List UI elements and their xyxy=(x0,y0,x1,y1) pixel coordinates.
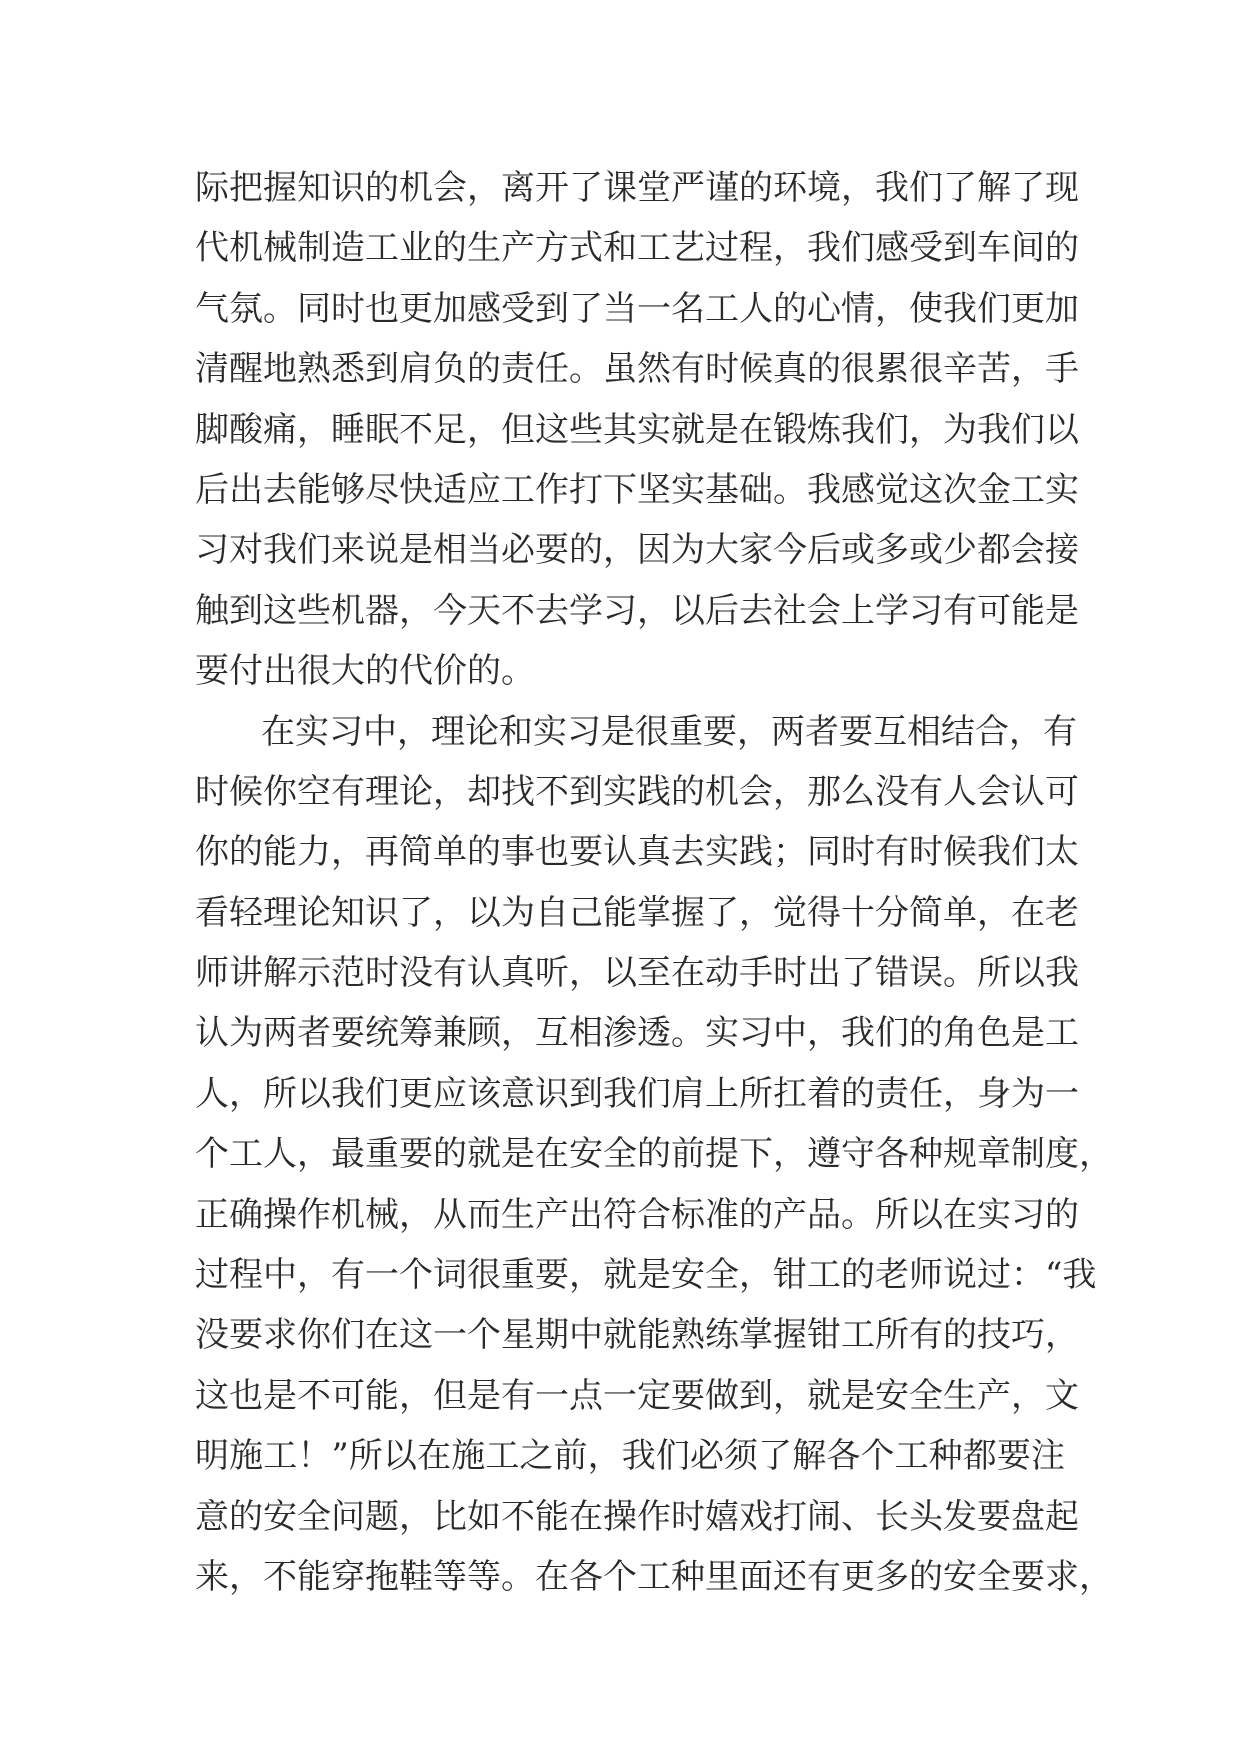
text-line: 意的安全问题，比如不能在操作时嬉戏打闹、长头发要盘起 xyxy=(195,1496,1079,1537)
text-line: 个工人，最重要的就是在安全的前提下，遵守各种规章制度， xyxy=(195,1134,1113,1175)
text-line: 认为两者要统筹兼顾，互相渗透。实习中，我们的角色是工 xyxy=(195,1013,1079,1054)
text-line: 过程中，有一个词很重要，就是安全，钳工的老师说过：“我 xyxy=(195,1255,1097,1296)
text-line: 清醒地熟悉到肩负的责任。虽然有时候真的很累很辛苦，手 xyxy=(195,349,1079,390)
text-line: 你的能力，再简单的事也要认真去实践；同时有时候我们太 xyxy=(195,832,1079,873)
text-line: 明施工！”所以在施工之前，我们必须了解各个工种都要注 xyxy=(195,1436,1065,1477)
body-text xyxy=(195,158,1113,1607)
text-line: 代机械制造工业的生产方式和工艺过程，我们感受到车间的 xyxy=(195,228,1079,269)
text-line: 气氛。同时也更加感受到了当一名工人的心情，使我们更加 xyxy=(195,288,1079,329)
text-line: 脚酸痛，睡眠不足，但这些其实就是在锻炼我们，为我们以 xyxy=(195,409,1079,450)
text-line: 没要求你们在这一个星期中就能熟练掌握钳工所有的技巧， xyxy=(195,1315,1079,1356)
text-line: 师讲解示范时没有认真听，以至在动手时出了错误。所以我 xyxy=(195,953,1079,994)
text-line: 习对我们来说是相当必要的，因为大家今后或多或少都会接 xyxy=(195,530,1079,571)
paragraph-first-line: 在实习中，理论和实习是很重要，两者要互相结合，有 xyxy=(261,711,1077,752)
text-line: 人，所以我们更应该意识到我们肩上所扛着的责任，身为一 xyxy=(195,1073,1079,1114)
text-line: 来，不能穿拖鞋等等。在各个工种里面还有更多的安全要求， xyxy=(195,1556,1113,1597)
text-line: 看轻理论知识了，以为自己能掌握了，觉得十分简单，在老 xyxy=(195,892,1079,933)
text-line: 后出去能够尽快适应工作打下坚实基础。我感觉这次金工实 xyxy=(195,469,1079,510)
text-line: 际把握知识的机会，离开了课堂严谨的环境，我们了解了现 xyxy=(195,168,1079,208)
text-line: 要付出很大的代价的。 xyxy=(195,651,535,692)
text-line: 时候你空有理论，却找不到实践的机会，那么没有人会认可 xyxy=(195,771,1079,812)
text-line: 触到这些机器，今天不去学习，以后去社会上学习有可能是 xyxy=(195,590,1079,631)
text-line: 这也是不可能，但是有一点一定要做到，就是安全生产，文 xyxy=(195,1375,1079,1416)
text-line: 正确操作机械，从而生产出符合标准的产品。所以在实习的 xyxy=(195,1194,1079,1235)
